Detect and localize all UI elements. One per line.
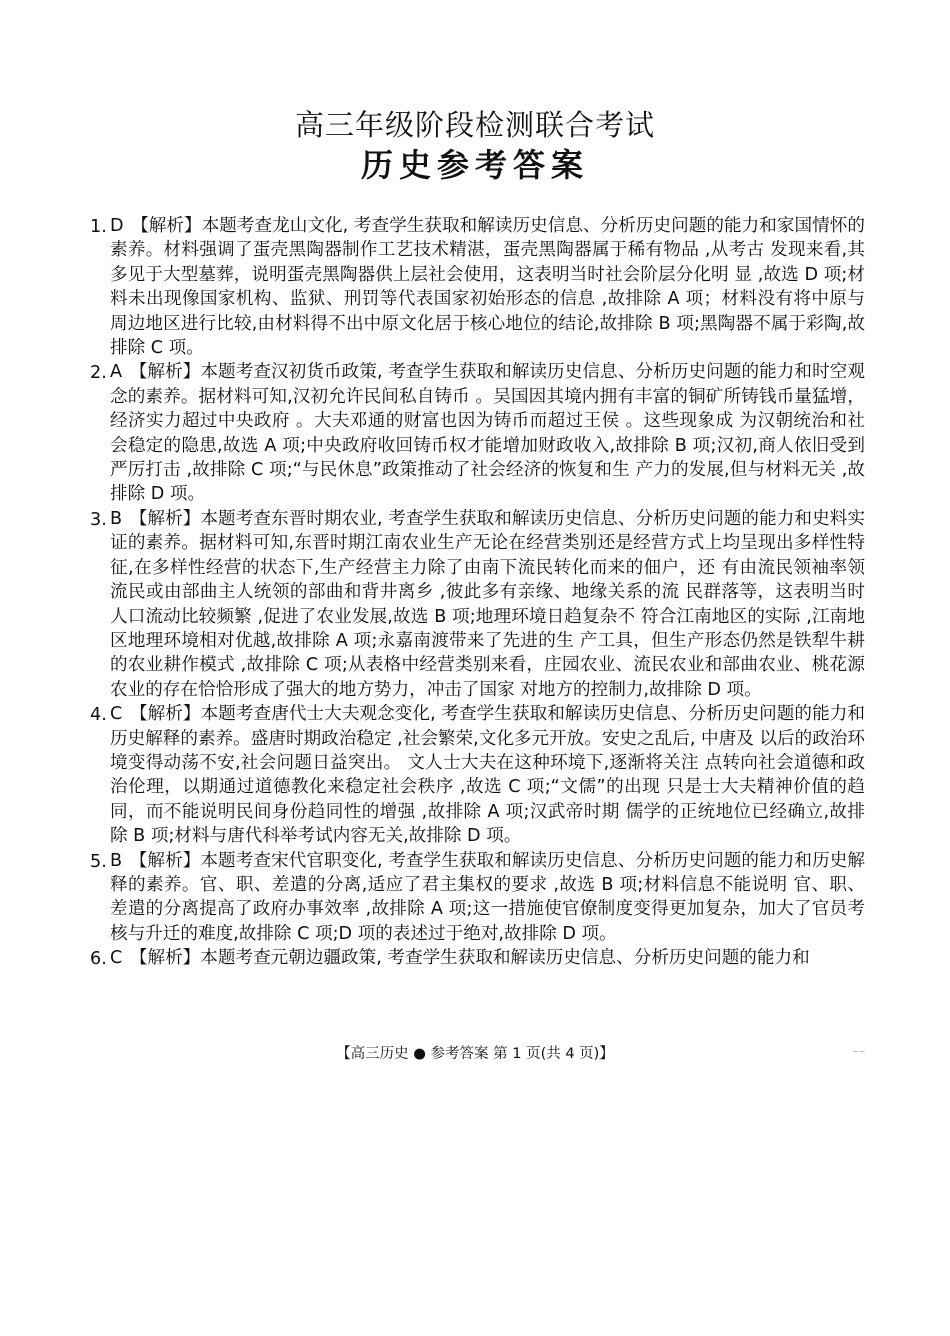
analysis-text: 本题考查东晋时期农业, 考查学生获取和解读历史信息、分析历史问题的能力和史料实证的素养。据材料可知,东晋时期江南农业生产无论在经营类别还是经营方式上均呈现出多样性特征,在多样性经营的状态下,生产经营主力除了由南下流民转化而来的佃户，还 有由流民领袖率领流民或由部曲主人统领的部曲和背井离乡 ,彼此多有亲缘、地缘关系的流 民群落等，这表明当时人口流动比较频繁 ,促进了农业发展,故选 B 项;地理环境日趋复杂不 符合江南地区的实际 ,江南地区地理环境相对优越,故排除 A 项;永嘉南渡带来了先进的生 产工具，但生产形态仍然是铁犁牛耕的农业耕作模式 ,故排除 C 项;从表格中经营类别来看，庄园农业、流民农业和部曲农业、桃花源农业的存在恰恰形成了强大的地方势力，冲击了国家 对地方的控制力,故排除 D 项。 [110,508,865,700]
answer-item [90,507,865,702]
answer-choice: C [110,948,123,969]
exam-title: 高三年级阶段检测联合考试 [294,108,655,142]
question-number: 3. [90,509,107,530]
answer-item [90,214,865,360]
answer-choice: C [110,704,123,725]
analysis-tag: 【解析】 [129,362,201,383]
answer-item [90,360,865,506]
question-number: 1. [90,217,107,237]
question-number: 5. [90,851,107,872]
analysis-text: 本题考查宋代官职变化, 考查学生获取和解读历史信息、分析历史问题的能力和历史解释的素养。官、职、差遣的分离,适应了君主集权的要求 ,故选 B 项;材料信息不能说明 官、职、差遣的分离提高了政府办事效率 ,故排除 A 项;这一措施使官僚制度变得更加复杂，加大了官员考核与升迁的难度,故排除 C 项;D 项的表述过于绝对,故排除 D 项。 [110,850,865,944]
document-subtitle: 历史参考答案 [360,146,589,184]
analysis-tag: 【解析】 [129,850,201,871]
corner-mark: ~~ [852,1047,866,1056]
answer-choice: D [110,216,124,236]
analysis-text: 本题考查唐代士大夫观念变化, 考查学生获取和解读历史信息、分析历史问题的能力和历史解释的素养。盛唐时期政治稳定 ,社会繁荣,文化多元开放。安史之乱后, 中唐及 以后的政治环境变得动荡不安,社会问题日益突出。 文人士大夫在这种环境下,逐渐将关注 点转向社会道德和政治伦理，以期通过道德教化来稳定社会秩序 ,故选 C 项;“文儒”的出现 只是士大夫精神价值的趋同，而不能说明民间身份趋同性的增强 ,故排除 A 项;汉武帝时期 儒学的正统地位已经确立,故排除 B 项;材料与唐代科举考试内容无关,故排除 D 项。 [110,704,865,847]
analysis-text: 本题考查元朝边疆政策, 考查学生获取和解读历史信息、分析历史问题的能力和 [200,948,810,969]
question-number: 2. [90,363,107,384]
analysis-text: 本题考查汉初货币政策, 考查学生获取和解读历史信息、分析历史问题的能力和时空观念的素养。据材料可知,汉初允许民间私自铸币 。吴国因其境内拥有丰富的铜矿所铸钱币量猛增，经济实力超过中央政府 。大夫邓通的财富也因为铸币而超过王侯 。这些现象成 为汉朝统治和社会稳定的隐患,故选 A 项;中央政府收回铸币权才能增加财政收入,故排除 B 项;汉初,商人依旧受到严厉打击 ,故排除 C 项;“与民休息”政策推动了社会经济的恢复和生 产力的发展,但与材料无关 ,故排除 D 项。 [110,362,865,505]
question-number: 6. [90,949,107,970]
analysis-tag: 【解析】 [131,216,202,236]
page-footer: 【高三历史 ● 参考答案 第 1 页(共 4 页)】 [336,1046,614,1062]
answer-list [90,214,865,971]
answer-choice: B [110,850,123,871]
analysis-tag: 【解析】 [129,948,201,969]
analysis-text: 本题考查龙山文化, 考查学生获取和解读历史信息、分析历史问题的能力和家国情怀的素养。材料强调了蛋壳黑陶器制作工艺技术精湛，蛋壳黑陶器属于稀有物品 ,从考古 发现来看,其多见于大型墓葬，说明蛋壳黑陶器供上层社会使用，这表明当时社会阶层分化明 显 ,故选 D 项;材料未出现像国家机构、监狱、刑罚等代表国家初始形态的信息 ,故排除 A 项；材料没有将中原与周边地区进行比较,由材料得不出中原文化居于核心地位的结论,故排除 B 项;黑陶器不属于彩陶,故排除 C 项。 [110,216,865,359]
answer-item [90,702,865,848]
answer-choice: B [110,508,123,529]
answer-item [90,946,865,970]
question-number: 4. [90,705,107,726]
analysis-tag: 【解析】 [129,508,201,529]
answer-item [90,849,865,947]
analysis-tag: 【解析】 [129,704,201,725]
answer-choice: A [110,362,123,383]
